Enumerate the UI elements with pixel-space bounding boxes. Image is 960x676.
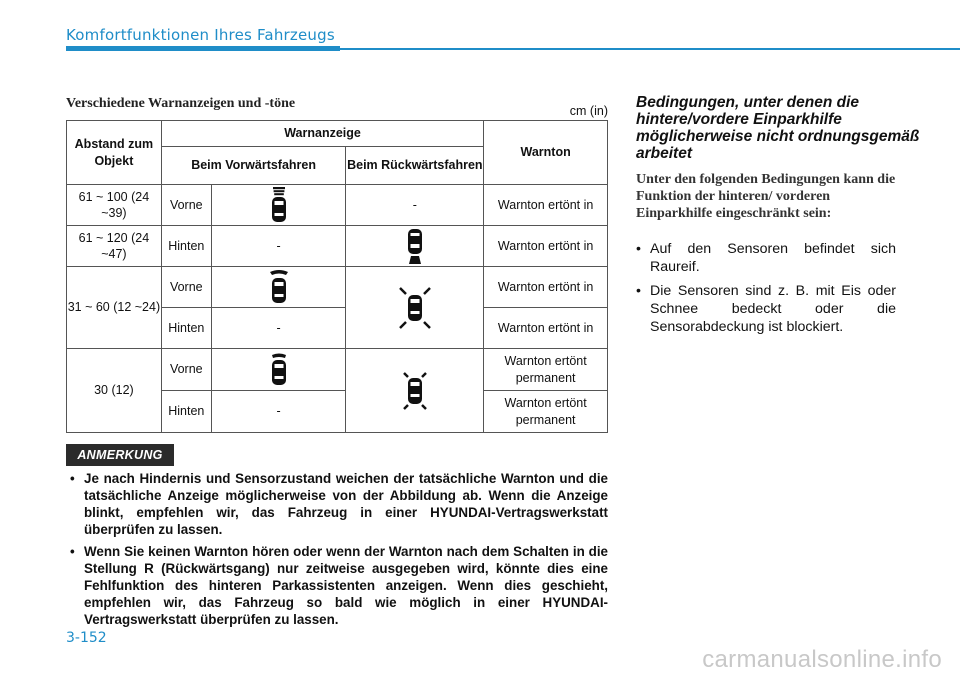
conditions-intro: Unter den folgenden Bedingungen kann die Funktion der hinteren/ vorderen Einparkhilfe eingeschränkt sein: bbox=[636, 172, 896, 221]
warning-table bbox=[66, 120, 608, 433]
dash-cell: - bbox=[211, 308, 346, 349]
sound-cell: Warnton ertönt permanent bbox=[484, 391, 608, 433]
position-cell: Hinten bbox=[161, 391, 211, 433]
car-front-close-icon bbox=[211, 349, 346, 391]
sound-cell: Warnton ertönt in bbox=[484, 308, 608, 349]
header-forward: Beim Vorwärtsfahren bbox=[161, 147, 346, 185]
header-bar-line bbox=[340, 48, 960, 50]
conditions-list bbox=[636, 240, 896, 342]
note-item: • Wenn Sie keinen Warnton hören oder wenn der Warnton nach dem Schalten in die Stellung R (Rückwärtsgang) nur zeitweise ausgegeben wird, könnte dies eine Fehlfunktion des hinteren Parkassistenten anzeigen. Wenn dies geschieht, empfehlen wir, das Fahrzeug so bald wie möglich in einer HYUNDAI-Vertragswerkstatt überprüfen zu lassen. bbox=[66, 543, 608, 628]
list-item: • Die Sensoren sind z. B. mit Eis oder Schnee bedeckt oder die Sensorabdeckung ist blockiert. bbox=[636, 282, 896, 336]
header-distance: Abstand zum Objekt bbox=[67, 121, 162, 185]
distance-cell: 61 ~ 120 (24 ~47) bbox=[67, 226, 162, 267]
distance-cell: 31 ~ 60 (12 ~24) bbox=[67, 267, 162, 349]
sound-cell: Warnton ertönt in bbox=[484, 226, 608, 267]
note-list bbox=[66, 470, 608, 633]
header-reverse: Beim Rückwärtsfahren bbox=[346, 147, 484, 185]
sound-cell: Warnton ertönt in bbox=[484, 185, 608, 226]
header-indicator: Warnanzeige bbox=[161, 121, 483, 147]
position-cell: Hinten bbox=[161, 308, 211, 349]
dash-cell: - bbox=[346, 185, 484, 226]
sound-cell: Warnton ertönt permanent bbox=[484, 349, 608, 391]
note-item: • Je nach Hindernis und Sensorzustand weichen der tatsächliche Warnton und die tatsächliche Anzeige möglicherweise von der Abbildung ab. Wenn die Anzeige blinkt, empfehlen wir, das Fahrzeug in einer HYUNDAI-Vertragswerkstatt überprüfen zu lassen. bbox=[66, 470, 608, 538]
conditions-heading: Bedingungen, unter denen die hintere/vordere Einparkhilfe möglicherweise nicht ordnungsgemäß arbeitet bbox=[636, 94, 920, 162]
watermark: carmanualsonline.info bbox=[702, 646, 942, 673]
position-cell: Vorne bbox=[161, 267, 211, 308]
sound-cell: Warnton ertönt in bbox=[484, 267, 608, 308]
note-badge: ANMERKUNG bbox=[66, 444, 174, 466]
car-all-corners-close-icon bbox=[346, 349, 484, 433]
unit-note: cm (in) bbox=[569, 104, 608, 118]
car-all-corners-warning-icon bbox=[346, 267, 484, 349]
position-cell: Hinten bbox=[161, 226, 211, 267]
dash-cell: - bbox=[211, 391, 346, 433]
dash-cell: - bbox=[211, 226, 346, 267]
table-row bbox=[67, 267, 608, 308]
table-row bbox=[67, 349, 608, 391]
chapter-title: Komfortfunktionen Ihres Fahrzeugs bbox=[66, 26, 335, 44]
car-front-warning-icon bbox=[211, 185, 346, 226]
table-row bbox=[67, 226, 608, 267]
section-title: Verschiedene Warnanzeigen und -töne bbox=[66, 96, 296, 111]
distance-cell: 30 (12) bbox=[67, 349, 162, 433]
car-front-sensors-icon bbox=[211, 267, 346, 308]
page-number: 3-152 bbox=[66, 630, 107, 646]
position-cell: Vorne bbox=[161, 349, 211, 391]
header-bar-accent bbox=[66, 46, 340, 51]
position-cell: Vorne bbox=[161, 185, 211, 226]
car-rear-warning-icon bbox=[346, 226, 484, 267]
table-row bbox=[67, 185, 608, 226]
distance-cell: 61 ~ 100 (24 ~39) bbox=[67, 185, 162, 226]
list-item: • Auf den Sensoren befindet sich Raureif. bbox=[636, 240, 896, 276]
header-sound: Warnton bbox=[484, 121, 608, 185]
